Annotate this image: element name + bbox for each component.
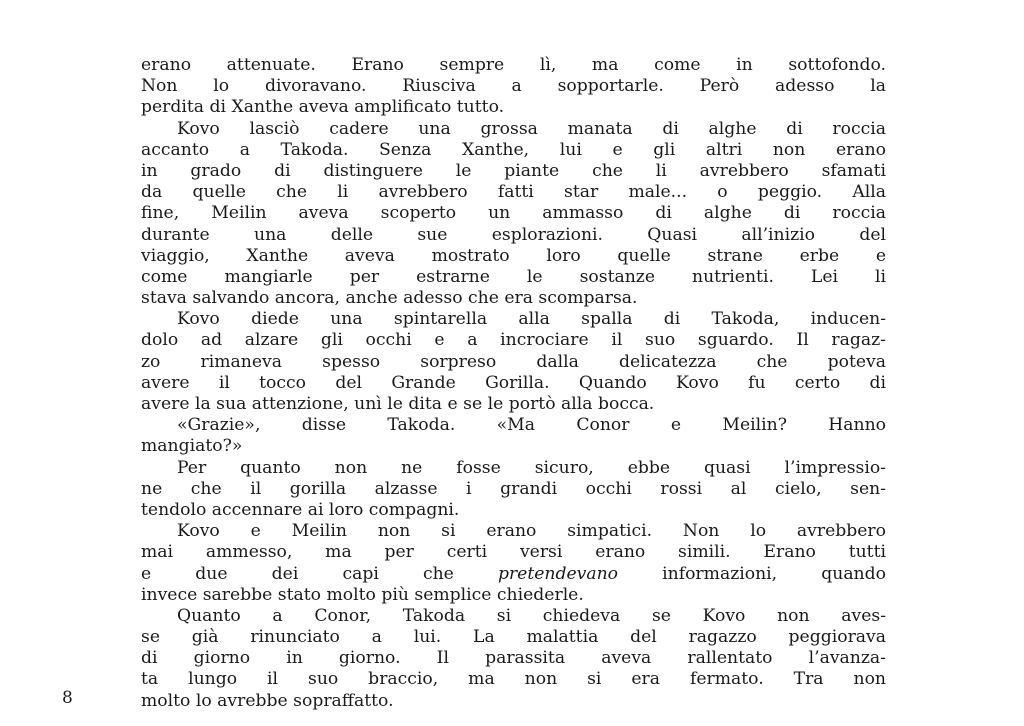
- text-line: Quanto a Conor, Takoda si chiedeva se Kovo non aves-: [177, 605, 886, 626]
- text-line: stava salvando ancora, anche adesso che era scomparsa.: [141, 288, 638, 309]
- text-line: molto lo avrebbe sopraffatto.: [141, 690, 394, 711]
- text-line: come mangiarle per estrarne le sostanze nutrienti. Lei li: [141, 266, 886, 287]
- text-line-with-italic: [141, 564, 886, 585]
- text-line: avere il tocco del Grande Gorilla. Quando Kovo fu certo di: [141, 372, 886, 393]
- text-line: ne che il gorilla alzasse i grandi occhi rossi al cielo, sen-: [141, 478, 886, 499]
- page-number: 8: [62, 688, 73, 708]
- text-line: Kovo diede una spintarella alla spalla di Takoda, inducen-: [177, 309, 886, 330]
- text-line: Per quanto non ne fosse sicuro, ebbe quasi l’impressio-: [177, 457, 886, 478]
- text-line: erano attenuate. Erano sempre lì, ma come in sottofondo.: [141, 55, 886, 75]
- text-line: viaggio, Xanthe aveva mostrato loro quelle strane erbe e: [141, 245, 886, 266]
- text-run: informazioni, quando: [618, 563, 886, 584]
- text-line: «Grazie», disse Takoda. «Ma Conor e Meilin? Hanno: [177, 415, 886, 436]
- text-line: invece sarebbe stato molto più semplice chiederle.: [141, 584, 584, 605]
- text-line: Kovo e Meilin non si erano simpatici. Non lo avrebbero: [177, 521, 886, 542]
- text-line: durante una delle sue esplorazioni. Quasi all’inizio del: [141, 224, 886, 245]
- text-line: in grado di distinguere le piante che li avrebbero sfamati: [141, 160, 886, 181]
- text-line: se già rinunciato a lui. La malattia del ragazzo peggiorava: [141, 627, 886, 648]
- text-line: mai ammesso, ma per certi versi erano simili. Erano tutti: [141, 542, 886, 563]
- text-run: e due dei capi che: [141, 563, 498, 584]
- text-line: ta lungo il suo braccio, ma non si era fermato. Tra non: [141, 669, 886, 690]
- text-line: perdita di Xanthe aveva amplificato tutto.: [141, 97, 505, 118]
- body-text: [141, 55, 886, 712]
- text-line: dolo ad alzare gli occhi e a incrociare il suo sguardo. Il ragaz-: [141, 330, 886, 351]
- text-line: Kovo lasciò cadere una grossa manata di alghe di roccia: [177, 118, 886, 139]
- text-line: zo rimaneva spesso sorpreso dalla delicatezza che poteva: [141, 351, 886, 372]
- italic-word: pretendevano: [497, 563, 619, 584]
- text-line: mangiato?»: [141, 436, 243, 457]
- text-line: tendolo accennare ai loro compagni.: [141, 499, 460, 520]
- text-line: di giorno in giorno. Il parassita aveva rallentato l’avanza-: [141, 648, 886, 669]
- text-line: avere la sua attenzione, unì le dita e se le portò alla bocca.: [141, 394, 655, 414]
- text-line: accanto a Takoda. Senza Xanthe, lui e gli altri non erano: [141, 139, 886, 160]
- text-line: Non lo divoravano. Riusciva a sopportarle. Però adesso la: [141, 76, 886, 97]
- text-line: fine, Meilin aveva scoperto un ammasso di alghe di roccia: [141, 203, 886, 224]
- text-line: da quelle che li avrebbero fatti star male... o peggio. Alla: [141, 182, 886, 203]
